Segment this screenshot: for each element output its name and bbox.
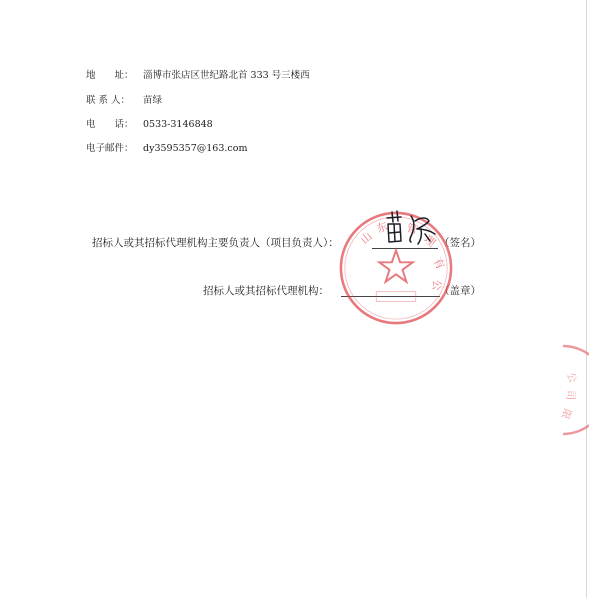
contact-person-label: 联 系 人： (86, 95, 131, 106)
contact-person-value: 苗绿 (143, 95, 163, 106)
agency-label: 招标人或其招标代理机构： (203, 285, 329, 297)
stamp-suffix: （盖章） (439, 285, 481, 297)
address-value: 淄博市张店区世纪路北首 333 号三楼西 (143, 70, 310, 81)
svg-text:理: 理 (421, 232, 439, 250)
handwritten-signature (381, 208, 441, 248)
email-label: 电子邮件： (86, 143, 134, 154)
svg-text:公: 公 (564, 371, 578, 385)
svg-text:管: 管 (404, 221, 420, 237)
phone-label: 电 话： (86, 119, 134, 130)
stamp-underline (341, 296, 440, 297)
svg-text:有: 有 (430, 255, 447, 272)
svg-text:山: 山 (358, 229, 375, 247)
page-edge (586, 0, 587, 598)
address-label: 地 址： (86, 70, 134, 81)
svg-text:司: 司 (564, 390, 575, 400)
svg-text:公: 公 (430, 279, 444, 291)
svg-text:限: 限 (558, 406, 573, 421)
svg-text:东: 东 (374, 219, 390, 236)
company-seal (337, 209, 455, 327)
signature-underline (372, 248, 438, 249)
principal-label: 招标人或其招标代理机构主要负责人（项目负责人）： (92, 237, 339, 249)
partial-seal-edge (543, 342, 589, 438)
signature-suffix: （签名） (439, 237, 481, 249)
email-value: dy3595357@163.com (143, 143, 248, 154)
phone-value: 0533-3146848 (143, 119, 213, 130)
